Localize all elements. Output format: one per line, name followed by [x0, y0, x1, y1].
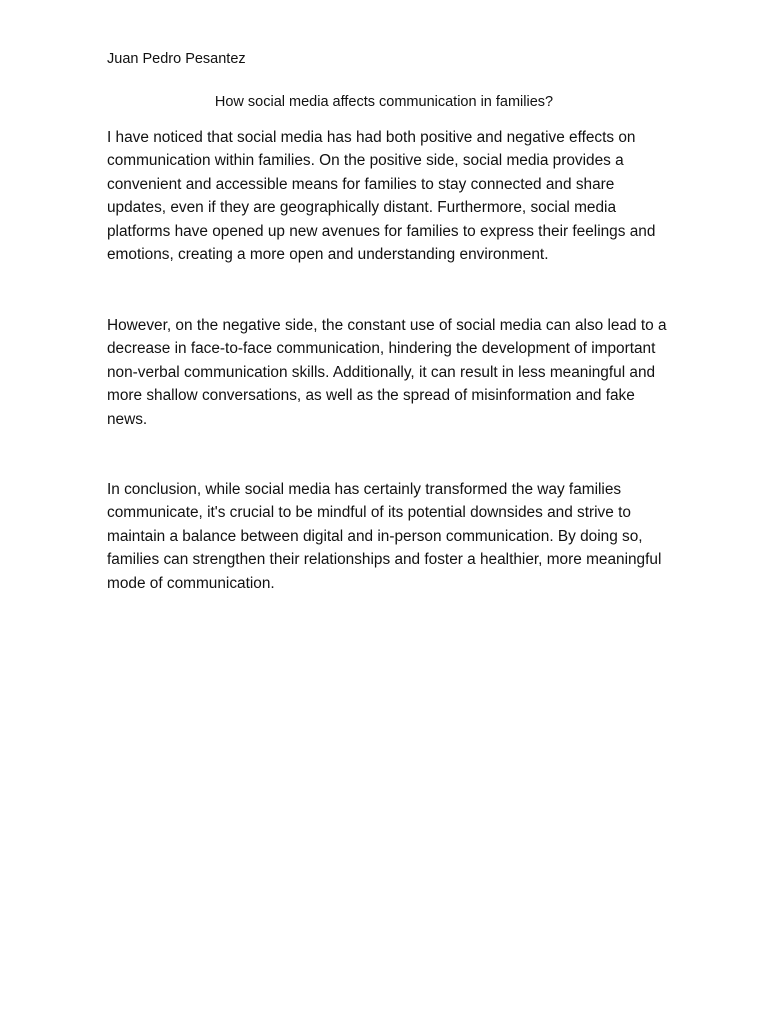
author-name: Juan Pedro Pesantez: [107, 51, 246, 67]
paragraph-intro: I have noticed that social media has had both positive and negative effects on communication within families. On the positive side, social media provides a convenient and accessible means for families to stay connected and share updates, even if they are geographically distant. Furthermore, social media platforms have opened up new avenues for families to express their feelings and emotions, creating a more open and understanding environment.: [107, 129, 656, 264]
paragraph-conclusion: In conclusion, while social media has certainly transformed the way families communicate, it's crucial to be mindful of its potential downsides and strive to maintain a balance between digital and in-person communication. By doing so, families can strengthen their relationships and foster a healthier, more meaningful mode of communication.: [107, 481, 662, 592]
paragraph-negative: However, on the negative side, the constant use of social media can also lead to a decrease in face-to-face communication, hindering the development of important non-verbal communication skills. Additionally, it can result in less meaningful and more shallow conversations, as well as the spread of misinformation and fake news.: [107, 317, 667, 428]
essay-title-text: How social media affects communication in families?: [214, 94, 554, 110]
essay-title: [0, 92, 768, 112]
